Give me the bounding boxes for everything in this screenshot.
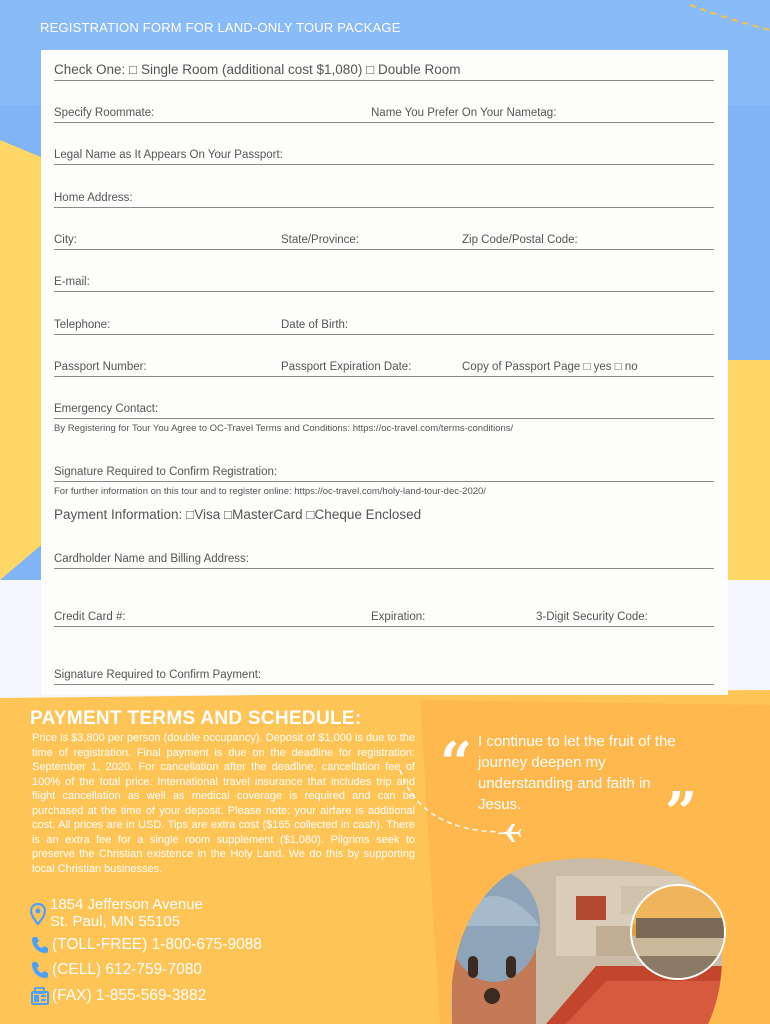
- signature-payment-label: Signature Required to Confirm Payment:: [54, 669, 262, 681]
- home-address-label: Home Address:: [54, 192, 133, 204]
- signature-registration-row[interactable]: [54, 459, 714, 482]
- telephone-row[interactable]: [54, 312, 714, 335]
- tollfree-phone-text: (TOLL-FREE) 1-800-675-9088: [52, 936, 262, 954]
- city-row[interactable]: [54, 227, 714, 250]
- email-row[interactable]: [54, 269, 714, 292]
- emergency-contact-label: Emergency Contact:: [54, 403, 159, 415]
- signature-payment-row[interactable]: [54, 662, 714, 685]
- credit-card-label: Credit Card #:: [54, 611, 126, 623]
- home-address-row[interactable]: [54, 185, 714, 208]
- terms-note: By Registering for Tour You Agree to OC-Travel Terms and Conditions: https://oc-travel.com/terms-conditions/: [54, 423, 514, 434]
- telephone-label: Telephone:: [54, 319, 111, 331]
- fax-number[interactable]: [30, 986, 206, 1006]
- signature-registration-label: Signature Required to Confirm Registration:: [54, 466, 278, 478]
- tollfree-phone[interactable]: [30, 935, 262, 955]
- city-label: City:: [54, 234, 77, 246]
- passport-expiration-label: Passport Expiration Date:: [281, 361, 412, 373]
- phone-icon: [30, 935, 50, 955]
- close-quote-icon: ”: [665, 780, 698, 846]
- open-quote-icon: “: [440, 730, 473, 796]
- cardholder-label: Cardholder Name and Billing Address:: [54, 553, 249, 565]
- dob-label: Date of Birth:: [281, 319, 349, 331]
- address: [50, 896, 203, 930]
- quote-text: I continue to let the fruit of the journey deepen my understanding and faith in Jesus.: [478, 733, 676, 813]
- address-line-1: 1854 Jefferson Avenue: [50, 896, 203, 913]
- payment-information[interactable]: Payment Information: □Visa □MasterCard □Cheque Enclosed: [54, 507, 422, 522]
- phone-icon: [30, 960, 50, 980]
- address-line-2: St. Paul, MN 55105: [50, 913, 181, 930]
- zip-label: Zip Code/Postal Code:: [462, 234, 578, 246]
- fax-icon: [30, 986, 50, 1006]
- payment-terms-title: PAYMENT TERMS AND SCHEDULE:: [30, 708, 362, 729]
- passport-copy-label: Copy of Passport Page □ yes □ no: [462, 361, 638, 373]
- roommate-label: Specify Roommate:: [54, 107, 155, 119]
- info-note: For further information on this tour and to register online: https://oc-travel.com/holy-land-tour-dec-2020/: [54, 486, 486, 497]
- cell-phone[interactable]: [30, 960, 202, 980]
- emergency-contact-row[interactable]: [54, 396, 714, 419]
- fax-text: (FAX) 1-855-569-3882: [52, 987, 207, 1005]
- expiration-label: Expiration:: [371, 611, 426, 623]
- legal-name-row[interactable]: [54, 142, 714, 165]
- security-code-label: 3-Digit Security Code:: [536, 611, 648, 623]
- page-title: REGISTRATION FORM FOR LAND-ONLY TOUR PACKAGE: [40, 20, 401, 35]
- nametag-label: Name You Prefer On Your Nametag:: [371, 107, 557, 119]
- payment-terms-body: Price is $3,800 per person (double occupancy). Deposit of $1,000 is due to the time of registration. Final payment is due on the deadline for registration: September 1, 2020. For cancellation after the deadline, cancellation fee of 100% of the total price. International travel insurance that includes trip and flight cancellation as well as medical coverage is required and can be purchased at the time of your deposit. Please note: your airfare is additional cost. All prices are in USD. Tips are extra cost ($165 collected in cash). There is an extra fee for a single room supplement ($1,080). Pilgrims seek to preserve the Christian existence in the Holy Land. We do this by supporting local Christian businesses.: [32, 732, 415, 875]
- jerusalem-photo: [446, 856, 730, 1024]
- room-choice-label: Check One: □ Single Room (additional cost $1,080) □ Double Room: [54, 62, 461, 77]
- passport-row[interactable]: [54, 354, 714, 377]
- registration-form: [41, 50, 728, 695]
- cell-phone-text: (CELL) 612-759-7080: [52, 961, 202, 979]
- cardholder-row[interactable]: [54, 546, 714, 569]
- email-label: E-mail:: [54, 276, 90, 288]
- roommate-row[interactable]: [54, 100, 714, 123]
- airplane-icon: [496, 822, 522, 844]
- credit-card-row[interactable]: [54, 604, 714, 627]
- passport-number-label: Passport Number:: [54, 361, 147, 373]
- legal-name-label: Legal Name as It Appears On Your Passport:: [54, 149, 283, 161]
- state-label: State/Province:: [281, 234, 359, 246]
- room-choice-row[interactable]: [54, 58, 714, 81]
- location-pin-icon: [30, 903, 46, 925]
